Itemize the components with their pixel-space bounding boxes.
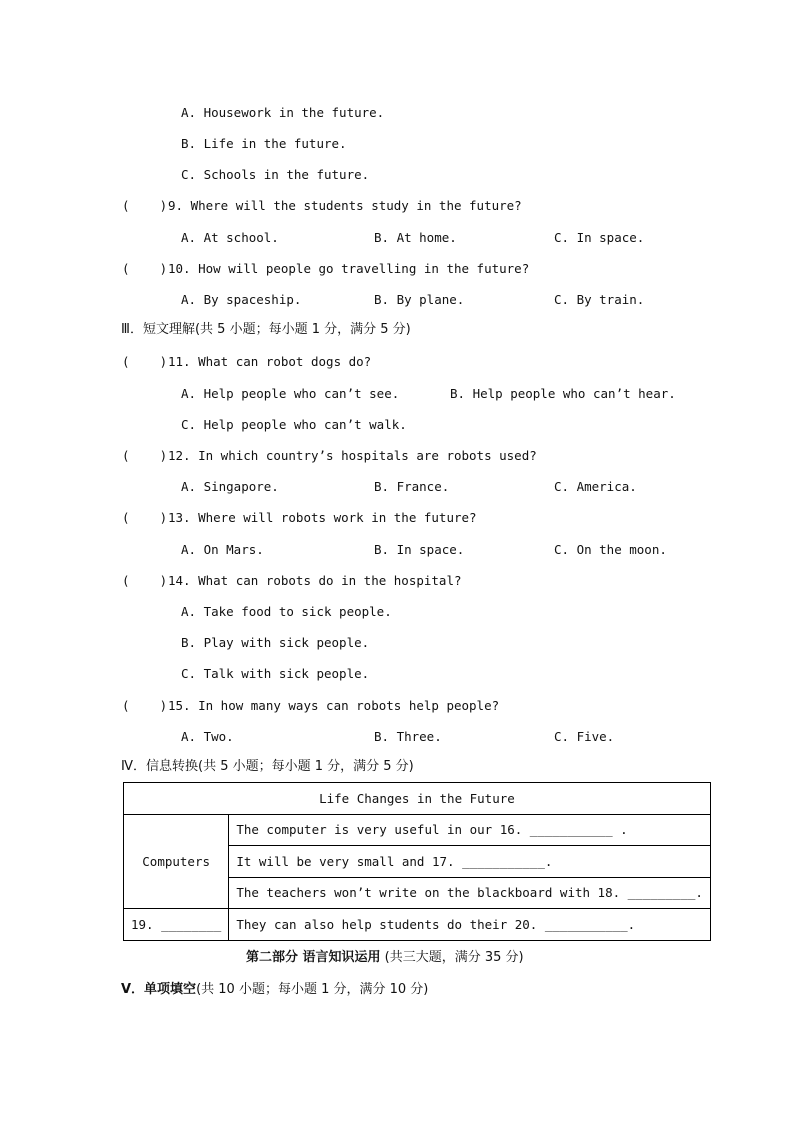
table-category-cell: Computers (124, 814, 229, 909)
q11-option-a: A. Help people who can’t see. (181, 386, 400, 401)
table-header-row (124, 783, 711, 815)
q9-option-b: B. At home. (374, 230, 457, 245)
table-header: Life Changes in the Future (124, 783, 711, 815)
q9-option-a: A. At school. (181, 230, 279, 245)
section-4-title: Ⅳ．信息转换(共 5 小题；每小题 1 分，满分 5 分) (121, 759, 414, 774)
q13-option-a: A. On Mars. (181, 542, 264, 557)
q14-option-b: B. Play with sick people. (181, 635, 370, 650)
q8-option-c: C. Schools in the future. (181, 167, 370, 182)
q13-answer-bracket: ( ) (122, 510, 168, 525)
q14-option-a: A. Take food to sick people. (181, 604, 392, 619)
q8-option-a: A. Housework in the future. (181, 105, 385, 120)
section-3-title: Ⅲ．短文理解(共 5 小题；每小题 1 分，满分 5 分) (121, 322, 411, 337)
q15-option-a: A. Two. (181, 729, 234, 744)
q15-option-c: C. Five. (554, 729, 615, 744)
q13-option-c: C. On the moon. (554, 542, 667, 557)
q13-option-b: B. In space. (374, 542, 465, 557)
q8-option-b: B. Life in the future. (181, 136, 347, 151)
table-cell-17: It will be very small and 17. ___________. (229, 846, 711, 878)
q13-question: 13. Where will robots work in the future? (168, 510, 477, 525)
q14-option-c: C. Talk with sick people. (181, 666, 370, 681)
q14-answer-bracket: ( ) (122, 573, 168, 588)
section-5-note: (共 10 小题；每小题 1 分，满分 10 分) (196, 982, 429, 997)
q10-question: 10. How will people go travelling in the future? (168, 261, 530, 276)
q12-option-b: B. France. (374, 479, 450, 494)
q9-option-c: C. In space. (554, 230, 645, 245)
q15-option-b: B. Three. (374, 729, 442, 744)
q10-option-c: C. By train. (554, 292, 645, 307)
q15-question: 15. In how many ways can robots help people? (168, 698, 500, 713)
q12-answer-bracket: ( ) (122, 448, 168, 463)
q11-answer-bracket: ( ) (122, 354, 168, 369)
q12-option-a: A. Singapore. (181, 479, 279, 494)
section-5-heading (121, 982, 428, 998)
q10-answer-bracket: ( ) (122, 261, 168, 276)
q12-option-c: C. America. (554, 479, 637, 494)
section-5-title: Ⅴ．单项填空 (121, 982, 197, 997)
part-2-note: (共三大题，满分 35 分) (384, 950, 524, 965)
table-cell-16: The computer is very useful in our 16. ___________ . (229, 814, 711, 846)
table-cell-19: 19. ________ (124, 909, 229, 941)
table-row (124, 909, 711, 941)
q9-answer-bracket: ( ) (122, 198, 168, 213)
table-row (124, 814, 711, 846)
q11-option-b: B. Help people who can’t hear. (450, 386, 676, 401)
q14-question: 14. What can robots do in the hospital? (168, 573, 462, 588)
q11-question: 11. What can robot dogs do? (168, 354, 372, 369)
table-cell-18: The teachers won’t write on the blackboard with 18. _________. (229, 877, 711, 909)
part-2-heading (246, 950, 524, 966)
q11-option-c: C. Help people who can’t walk. (181, 417, 407, 432)
q10-option-a: A. By spaceship. (181, 292, 302, 307)
info-transfer-table (123, 782, 711, 941)
q10-option-b: B. By plane. (374, 292, 465, 307)
q15-answer-bracket: ( ) (122, 698, 168, 713)
q12-question: 12. In which country’s hospitals are robots used? (168, 448, 537, 463)
part-2-title: 第二部分 语言知识运用 (246, 950, 381, 965)
table-cell-20: They can also help students do their 20. ___________. (229, 909, 711, 941)
q9-question: 9. Where will the students study in the future? (168, 198, 522, 213)
